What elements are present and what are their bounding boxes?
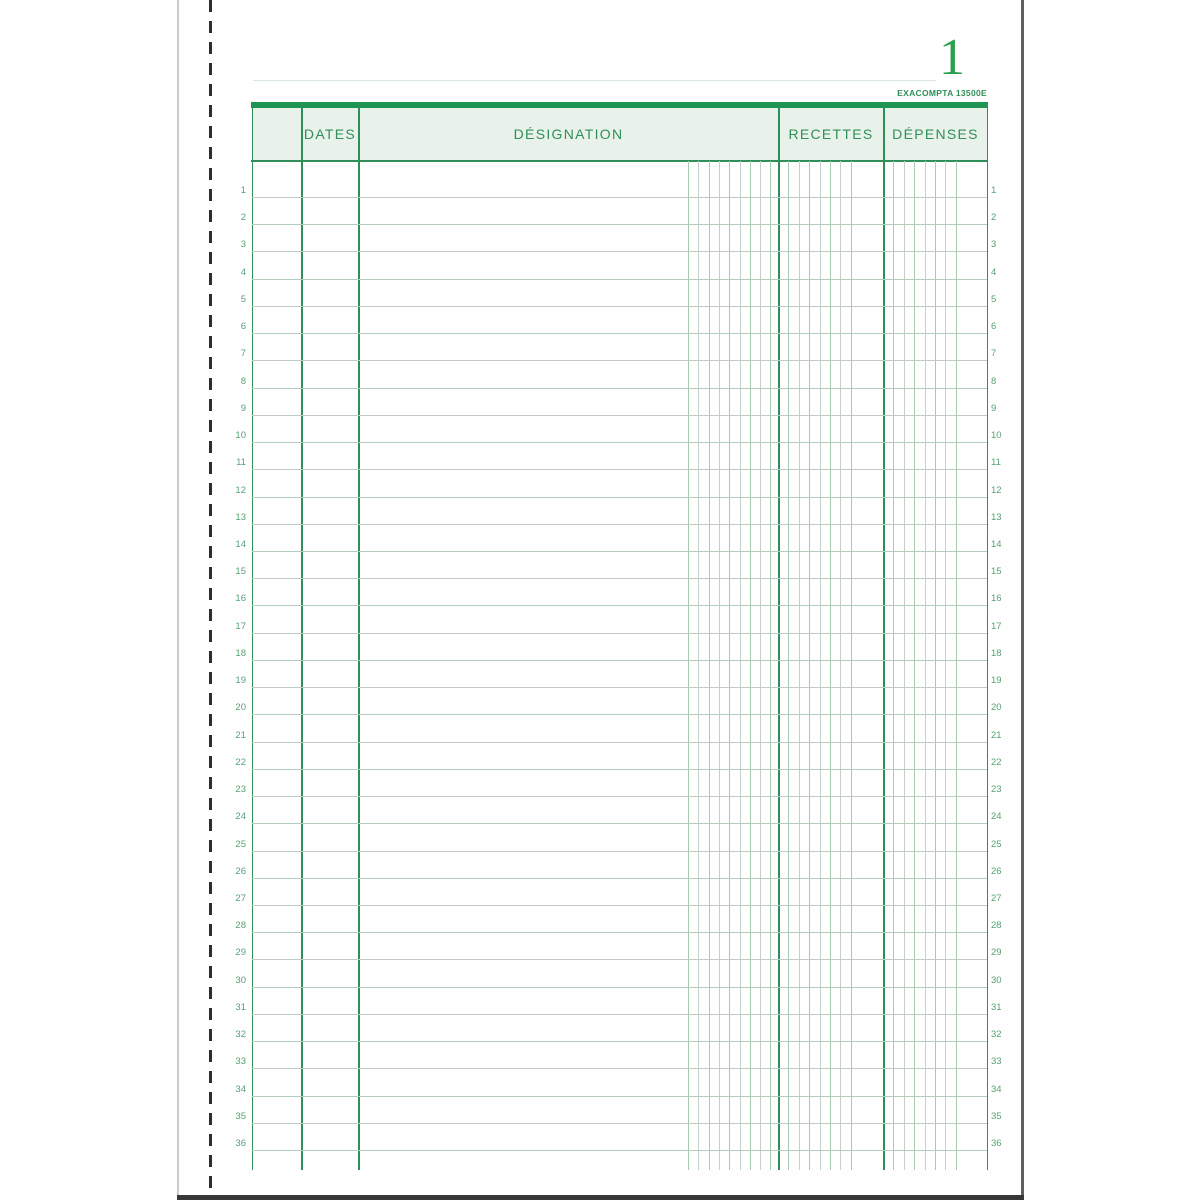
row-number-right: 3 [991, 239, 997, 251]
row-number-left: 16 [235, 593, 246, 605]
row-number-left: 22 [235, 756, 246, 768]
row-number-right: 15 [991, 566, 1002, 578]
money-ruling-line [770, 161, 771, 1170]
header-cell-designation: DÉSIGNATION [359, 108, 778, 160]
row-number-right: 2 [991, 212, 997, 224]
row-line [252, 388, 987, 389]
row-number-left: 18 [235, 647, 246, 659]
row-line [252, 551, 987, 552]
money-ruling-line [925, 161, 926, 1170]
row-line [252, 251, 987, 252]
row-number-right: 5 [991, 293, 997, 305]
row-number-right: 1 [991, 185, 997, 196]
row-line [252, 197, 987, 198]
money-ruling-line [719, 161, 720, 1170]
money-ruling-line [729, 161, 730, 1170]
row-number-left: 35 [235, 1110, 246, 1122]
row-number-right: 20 [991, 702, 1002, 714]
money-ruling-line [709, 161, 710, 1170]
row-number-left: 27 [235, 892, 246, 904]
header-cell-recettes: RECETTES [779, 108, 883, 160]
row-number-right: 7 [991, 348, 997, 360]
page-left-edge-line [177, 0, 179, 1197]
row-line [252, 987, 987, 988]
row-line [252, 306, 987, 307]
row-line [252, 279, 987, 280]
row-number-right: 19 [991, 675, 1002, 687]
row-number-left: 20 [235, 702, 246, 714]
row-line [252, 823, 987, 824]
row-number-left: 8 [240, 375, 246, 387]
header-cell-index [252, 108, 301, 160]
row-line [252, 769, 987, 770]
row-number-left: 34 [235, 1083, 246, 1095]
column-separator-line [883, 104, 885, 1170]
row-line [252, 1041, 987, 1042]
row-number-left: 11 [236, 457, 246, 469]
row-line [252, 660, 987, 661]
column-separator-line [252, 104, 254, 1170]
row-number-left: 17 [235, 620, 246, 632]
row-number-right: 31 [991, 1001, 1002, 1013]
row-line [252, 796, 987, 797]
row-number-right: 14 [991, 538, 1002, 550]
row-number-left: 30 [235, 974, 246, 986]
money-ruling-line [914, 161, 915, 1170]
row-line [252, 469, 987, 470]
row-line [252, 1123, 987, 1124]
row-number-left: 26 [235, 865, 246, 877]
header-cell-depenses: DÉPENSES [884, 108, 987, 160]
row-number-right: 18 [991, 647, 1002, 659]
money-ruling-line [830, 161, 831, 1170]
row-number-left: 28 [235, 920, 246, 932]
row-number-left: 25 [235, 838, 246, 850]
money-ruling-line [698, 161, 699, 1170]
column-separator-line [987, 104, 989, 1170]
row-number-left: 7 [240, 348, 246, 360]
row-number-left: 6 [240, 321, 246, 333]
money-ruling-line [809, 161, 810, 1170]
row-number-left: 31 [235, 1001, 246, 1013]
row-line [252, 851, 987, 852]
row-number-right: 12 [991, 484, 1002, 496]
row-line [252, 497, 987, 498]
column-separator-line [301, 104, 303, 1170]
row-line [252, 742, 987, 743]
money-ruling-line [904, 161, 905, 1170]
column-separator-line [778, 104, 780, 1170]
row-line [252, 633, 987, 634]
row-number-right: 23 [991, 784, 1002, 796]
row-number-left: 32 [235, 1029, 246, 1041]
row-number-right: 24 [991, 811, 1002, 823]
row-line [252, 1096, 987, 1097]
money-ruling-line [788, 161, 789, 1170]
page-bottom-edge-shadow [177, 1195, 1024, 1200]
row-number-left: 5 [240, 293, 246, 305]
money-ruling-line [740, 161, 741, 1170]
money-ruling-line [799, 161, 800, 1170]
row-number-left: 1 [240, 185, 246, 196]
row-number-right: 10 [991, 430, 1002, 442]
money-ruling-line [945, 161, 946, 1170]
money-ruling-line [760, 161, 761, 1170]
row-line [252, 687, 987, 688]
row-number-right: 11 [991, 457, 1001, 469]
page-right-edge-line [1021, 0, 1024, 1196]
money-ruling-line [750, 161, 751, 1170]
row-number-left: 14 [235, 538, 246, 550]
row-number-left: 15 [235, 566, 246, 578]
row-number-left: 24 [235, 811, 246, 823]
row-line [252, 905, 987, 906]
page-number: 1 [939, 29, 965, 86]
row-number-right: 17 [991, 620, 1002, 632]
row-number-right: 13 [991, 511, 1002, 523]
row-number-left: 4 [240, 266, 246, 278]
row-number-right: 21 [991, 729, 1002, 741]
row-number-left: 23 [235, 784, 246, 796]
row-number-right: 27 [991, 892, 1002, 904]
row-line [252, 959, 987, 960]
row-number-left: 21 [235, 729, 246, 741]
binding-perforation-dashed-line [209, 0, 212, 1192]
money-ruling-line [893, 161, 894, 1170]
row-line [252, 878, 987, 879]
row-number-right: 4 [991, 266, 997, 278]
row-line [252, 605, 987, 606]
row-number-right: 8 [991, 375, 997, 387]
header-cell-dates: DATES [302, 108, 358, 160]
column-separator-line [358, 104, 360, 1170]
money-ruling-line [935, 161, 936, 1170]
row-line [252, 1014, 987, 1015]
row-number-right: 32 [991, 1029, 1002, 1041]
table-header-bottom-line [251, 160, 988, 162]
row-number-right: 36 [991, 1138, 1002, 1150]
row-number-right: 30 [991, 974, 1002, 986]
row-line [252, 578, 987, 579]
money-ruling-line [820, 161, 821, 1170]
row-number-left: 33 [235, 1056, 246, 1068]
money-ruling-line [851, 161, 852, 1170]
row-number-left: 10 [235, 430, 246, 442]
row-line [252, 360, 987, 361]
row-number-right: 33 [991, 1056, 1002, 1068]
row-line [252, 932, 987, 933]
row-number-left: 9 [240, 402, 246, 414]
row-number-right: 28 [991, 920, 1002, 932]
money-ruling-line [688, 161, 689, 1170]
row-line [252, 714, 987, 715]
row-line [252, 1068, 987, 1069]
row-line [252, 524, 987, 525]
row-line [252, 1150, 987, 1151]
row-number-right: 25 [991, 838, 1002, 850]
row-number-left: 2 [240, 212, 246, 224]
row-number-right: 29 [991, 947, 1002, 959]
row-number-right: 16 [991, 593, 1002, 605]
top-margin-rule [253, 80, 936, 81]
row-number-right: 22 [991, 756, 1002, 768]
row-number-right: 34 [991, 1083, 1002, 1095]
row-number-left: 19 [235, 675, 246, 687]
row-line [252, 442, 987, 443]
row-number-right: 26 [991, 865, 1002, 877]
product-code: EXACOMPTA 13500E [897, 88, 987, 98]
money-ruling-line [840, 161, 841, 1170]
row-line [252, 415, 987, 416]
row-number-left: 12 [235, 484, 246, 496]
row-number-left: 3 [240, 239, 246, 251]
row-number-right: 6 [991, 321, 997, 333]
row-number-left: 13 [235, 511, 246, 523]
row-number-right: 35 [991, 1110, 1002, 1122]
row-line [252, 224, 987, 225]
row-number-left: 29 [235, 947, 246, 959]
money-ruling-line [956, 161, 957, 1170]
row-number-right: 9 [991, 402, 997, 414]
row-line [252, 333, 987, 334]
row-number-left: 36 [235, 1138, 246, 1150]
